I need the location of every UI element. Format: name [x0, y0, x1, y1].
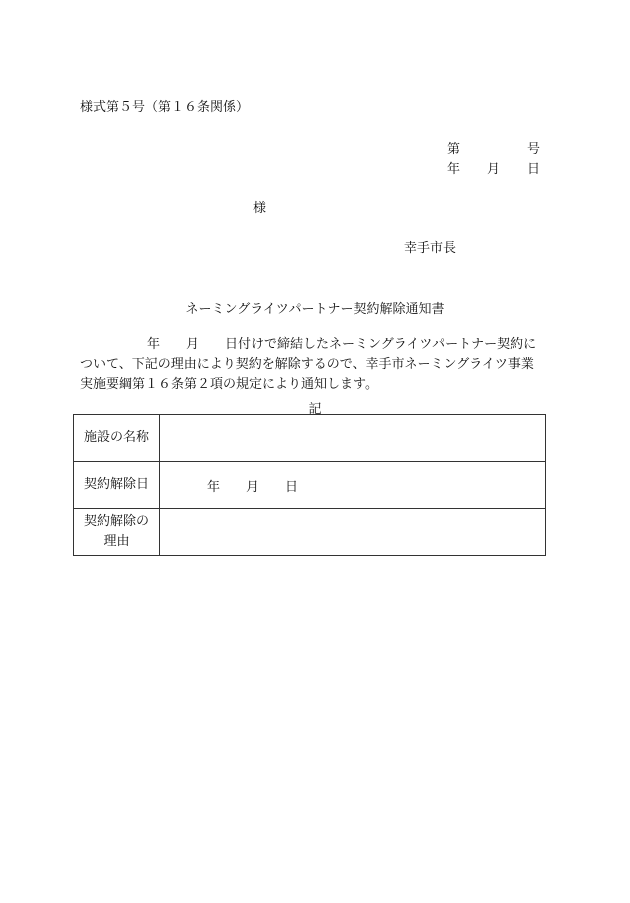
date-day-label: 日 [527, 162, 541, 177]
termination-date-month: 月 [246, 479, 260, 495]
table-row-termination-reason [74, 509, 546, 556]
body-line-1 [80, 335, 550, 355]
sender-name: 幸手市長 [404, 241, 457, 256]
body-month-label: 月 [186, 337, 200, 352]
termination-date-day: 日 [285, 479, 299, 495]
termination-date-label: 契約解除日 [74, 462, 160, 509]
notice-body [80, 335, 550, 395]
doc-number-suffix: 号 [527, 142, 541, 157]
termination-date-year: 年 [207, 479, 221, 495]
termination-reason-label [74, 509, 160, 556]
termination-reason-label-line-1: 契約解除の [83, 514, 149, 529]
body-line-3: 実施要綱第１６条第２項の規定により通知します。 [80, 377, 378, 392]
body-line-1-rest: 日付けで締結したネーミングライツパートナー契約に [225, 337, 537, 352]
table-row-facility-name [74, 415, 546, 462]
table-row-termination-date [74, 462, 546, 509]
body-line-2: ついて、下記の理由により契約を解除するので、幸手市ネーミングライツ事業 [80, 357, 534, 372]
termination-reason-label-line-2: 理由 [103, 534, 130, 549]
date-year-label: 年 [447, 162, 461, 177]
date-month-label: 月 [487, 162, 501, 177]
document-title: ネーミングライツパートナー契約解除通知書 [185, 302, 445, 317]
ki-label: 記 [308, 402, 322, 417]
doc-number-label: 第 [447, 142, 461, 157]
form-number: 様式第５号（第１６条関係） [80, 100, 250, 115]
termination-date-field[interactable] [160, 462, 546, 509]
termination-reason-field[interactable] [160, 509, 546, 556]
facility-name-field[interactable] [160, 415, 546, 462]
facility-name-label: 施設の名称 [74, 415, 160, 462]
recipient-honorific: 様 [253, 201, 267, 216]
body-year-label: 年 [147, 337, 161, 352]
details-table [73, 414, 546, 556]
